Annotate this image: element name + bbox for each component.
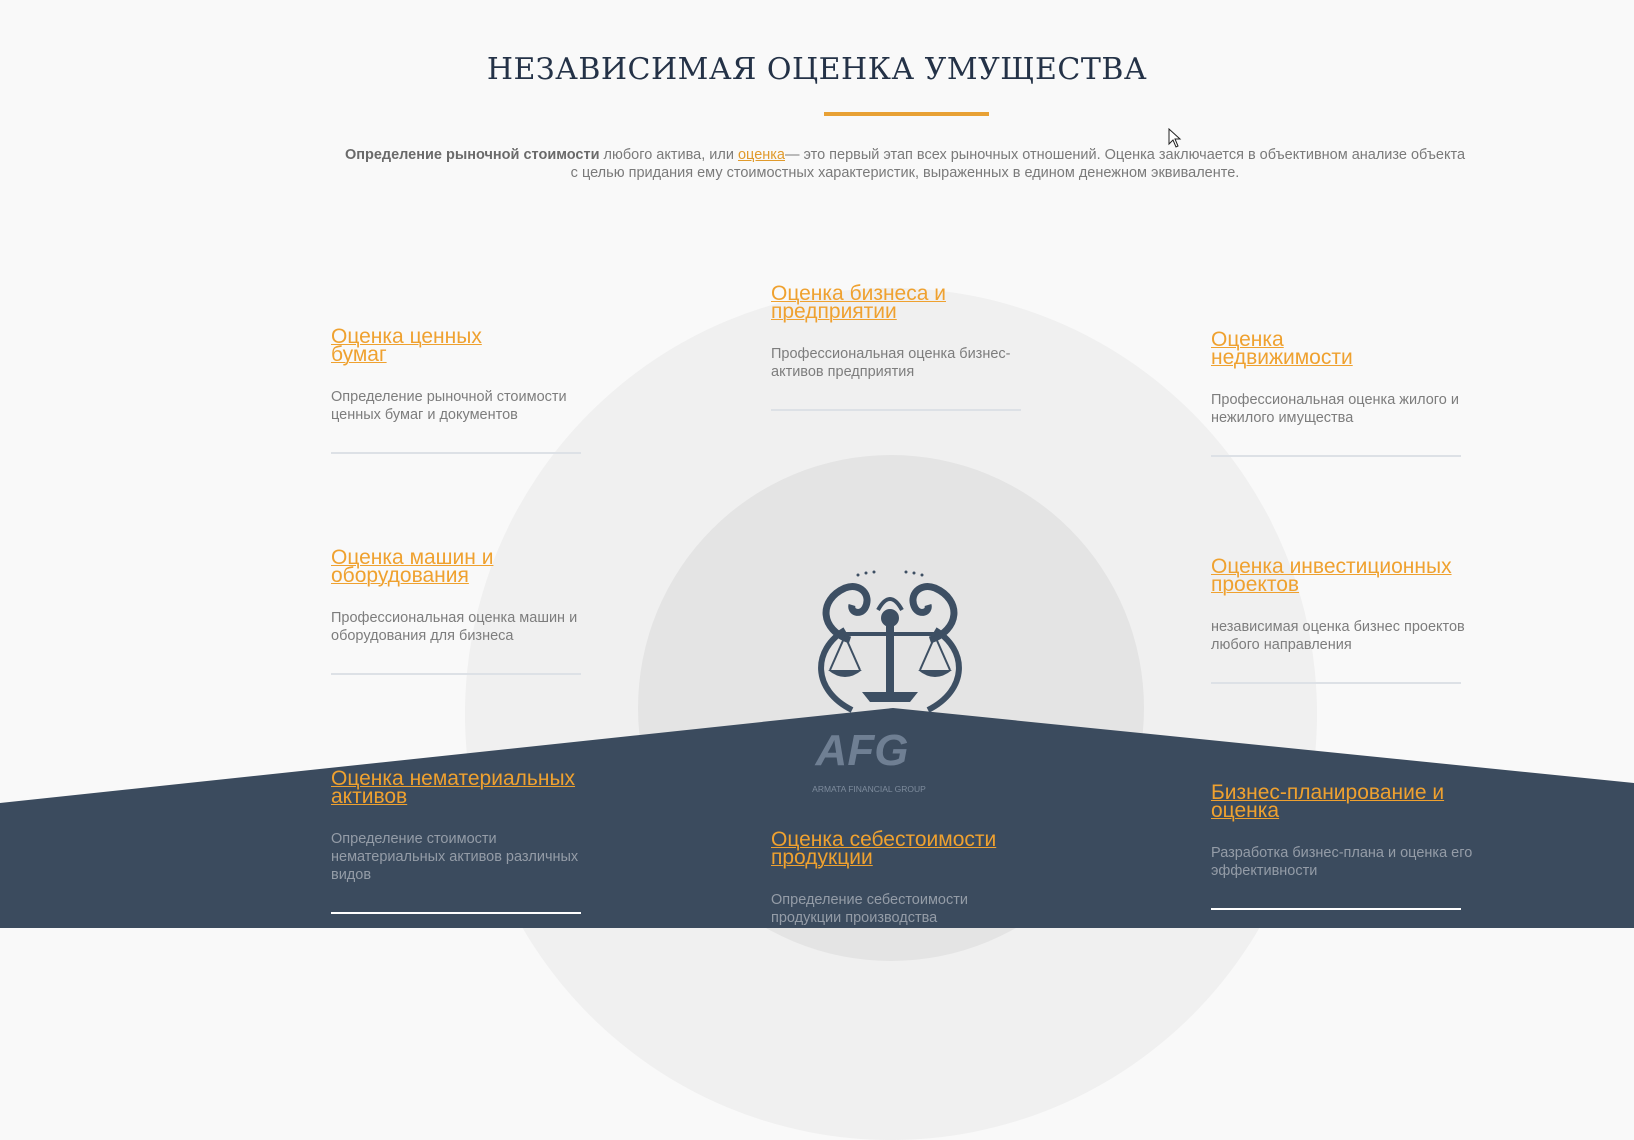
service-description: Определение стоимости нематериальных активов различных видов	[331, 831, 579, 883]
intro-part2: — это первый этап всех рыночных отношений. Оценка заключается в объективном анализе объекта с целью придания ему стоимостных характеристик, выраженных в едином денежном эквиваленте.	[570, 147, 1466, 181]
mouse-cursor-icon	[1168, 128, 1184, 150]
service-card-machinery	[331, 546, 601, 675]
service-card-real-estate	[1211, 328, 1481, 457]
service-title-link[interactable]: Оценка себестоимости продукции	[771, 828, 997, 869]
service-title-link[interactable]: Бизнес-планирование и оценка	[1211, 781, 1445, 822]
intro-text	[340, 146, 1470, 182]
service-description: Профессиональная оценка бизнес-активов предприятия	[771, 346, 1011, 380]
service-description: независимая оценка бизнес проектов любого направления	[1211, 619, 1465, 653]
service-title-link[interactable]: Оценка инвестиционных проектов	[1211, 555, 1452, 596]
service-divider	[331, 452, 581, 454]
intro-bold: Определение рыночной стоимости	[344, 147, 600, 163]
service-description: Разработка бизнес-плана и оценка его эффективности	[1211, 845, 1473, 879]
title-underline	[824, 112, 989, 116]
service-title-link[interactable]: Оценка недвижимости	[1211, 328, 1353, 369]
service-description: Профессиональная оценка машин и оборудования для бизнеса	[331, 610, 578, 644]
service-divider	[1211, 682, 1461, 684]
intro-part1: любого актива, или	[599, 147, 738, 163]
service-description: Профессиональная оценка жилого и нежилого имущества	[1211, 392, 1459, 426]
service-card-securities	[331, 325, 601, 454]
service-card-business	[771, 282, 1041, 411]
company-logo	[800, 570, 980, 805]
service-divider	[1211, 908, 1461, 910]
service-card-business-planning	[1211, 781, 1481, 910]
logo-mark: AFG	[815, 726, 909, 775]
service-description: Определение рыночной стоимости ценных бумаг и документов	[331, 389, 567, 423]
logo-company-name: ARMATA FINANCIAL GROUP	[812, 784, 926, 794]
service-title-link[interactable]: Оценка нематериальных активов	[331, 767, 576, 808]
service-description: Определение себестоимости продукции производства	[771, 892, 968, 926]
service-divider	[331, 912, 581, 914]
service-divider	[331, 673, 581, 675]
service-title-link[interactable]: Оценка ценных бумаг	[331, 325, 482, 366]
intro-link-valuation[interactable]: оценка	[737, 147, 785, 163]
service-title-link[interactable]: Оценка машин и оборудования	[331, 546, 494, 587]
service-divider	[771, 409, 1021, 411]
service-divider	[1211, 455, 1461, 457]
service-card-investment	[1211, 555, 1481, 684]
service-card-intangible	[331, 767, 601, 914]
scales-of-justice-icon	[800, 570, 980, 800]
service-title-link[interactable]: Оценка бизнеса и предприятии	[771, 282, 946, 323]
service-card-cost	[771, 828, 1041, 927]
page-title: НЕЗАВИСИМАЯ ОЦЕНКА УМУЩЕСТВА	[486, 52, 1148, 87]
